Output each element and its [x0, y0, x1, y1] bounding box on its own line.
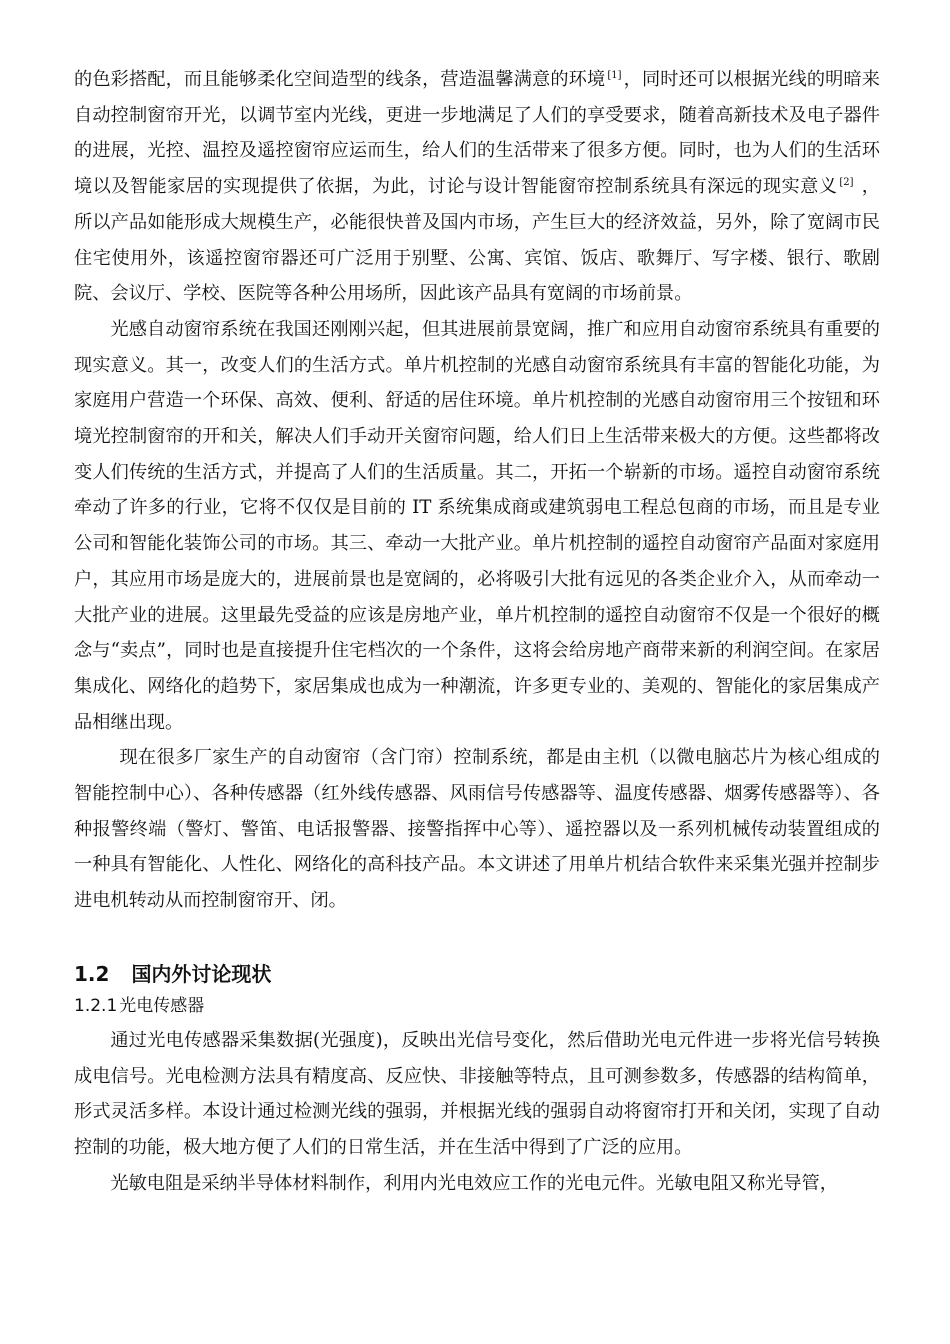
section-title: 国内外讨论现状: [131, 961, 272, 986]
paragraph-photoresistor: 光敏电阻是采纳半导体材料制作，利用内光电效应工作的光电元件。光敏电阻又称光导管，: [110, 1172, 838, 1194]
subsection-number: 1.2.1: [74, 995, 118, 1016]
section-heading: [74, 957, 880, 991]
subsection-heading: [74, 991, 880, 1021]
document-page: [74, 62, 880, 1201]
paragraph-text: ，同时还可以根据光线的明暗来自动控制窗帘开光，以调节室内光线，更进一步地满足了人们的享受要求，随着高新技术及电子器件的进展，光控、温控及遥控窗帘应运而生，给人们的生活带来了很多方便。同时，也为人们的生活环境以及智能家居的实现提供了依据，为此，讨论与设计智能窗帘控制系统具有深远的现实意义: [74, 69, 880, 198]
paragraph-text: ，所以产品如能形成大规模生产，必能很快普及国内市场，产生巨大的经济效益，另外，除了宽阔市民住宅使用外，该遥控窗帘器还可广泛用于别墅、公寓、宾馆、饭店、歌舞厅、写字楼、银行、歌剧院、会议厅、学校、医院等各种公用场所，因此该产品具有宽阔的市场前景。: [74, 176, 880, 305]
paragraph-intro-continued: [74, 62, 880, 312]
paragraph-text: 的色彩搭配，而且能够柔化空间造型的线条，营造温馨满意的环境: [74, 69, 606, 90]
citation-ref-2: [2]: [839, 177, 854, 189]
subsection-title: 光电传感器: [119, 995, 205, 1016]
paragraph-significance: 光感自动窗帘系统在我国还刚刚兴起，但其进展前景宽阔，推广和应用自动窗帘系统具有重要的现实意义。其一，改变人们的生活方式。单片机控制的光感自动窗帘系统具有丰富的智能化功能，为家庭用户营造一个环保、高效、便利、舒适的居住环境。单片机控制的光感自动窗帘用三个按钮和环境光控制窗帘的开和关，解决人们手动开关窗帘问题，给人们日上生活带来极大的方便。这些都将改变人们传统的生活方式，并提高了人们的生活质量。其二，开拓一个崭新的市场。遥控自动窗帘系统牵动了许多的行业，它将不仅仅是目前的 IT 系统集成商或建筑弱电工程总包商的市场，而且是专业公司和智能化装饰公司的市场。其三、牵动一大批产业。单片机控制的遥控自动窗帘产品面对家庭用户，其应用市场是庞大的，进展前景也是宽阔的，必将吸引大批有远见的各类企业介入，从而牵动一大批产业的进展。这里最先受益的应该是房地产业，单片机控制的遥控自动窗帘不仅是一个很好的概念与“卖点”，同时也是直接提升住宅档次的一个条件，这将会给房地产商带来新的利润空间。在家居集成化、网络化的趋势下，家居集成也成为一种潮流，许多更专业的、美观的、智能化的家居集成产品相继出现。: [74, 318, 880, 733]
paragraph-products: 现在很多厂家生产的自动窗帘（含门帘）控制系统，都是由主机（以微电脑芯片为核心组成的智能控制中心）、各种传感器（红外线传感器、风雨信号传感器等、温度传感器、烟雾传感器等）、各种报警终端（警灯、警笛、电话报警器、接警指挥中心等）、遥控器以及一系列机械传动装置组成的一种具有智能化、人性化、网络化的高科技产品。本文讲述了用单片机结合软件来采集光强并控制步进电机转动从而控制窗帘开、闭。: [74, 747, 880, 912]
citation-ref-1: [1]: [607, 69, 622, 81]
section-number: 1.2: [74, 961, 110, 986]
paragraph-photoelectric: 通过光电传感器采集数据(光强度)，反映出光信号变化，然后借助光电元件进一步将光信号转换成电信号。光电检测方法具有精度高、反应快、非接触等特点，且可测参数多，传感器的结构简单，形式灵活多样。本设计通过检测光线的强弱，并根据光线的强弱自动将窗帘打开和关闭，实现了自动控制的功能，极大地方便了人们的日常生活，并在生活中得到了广泛的应用。: [74, 1029, 880, 1158]
